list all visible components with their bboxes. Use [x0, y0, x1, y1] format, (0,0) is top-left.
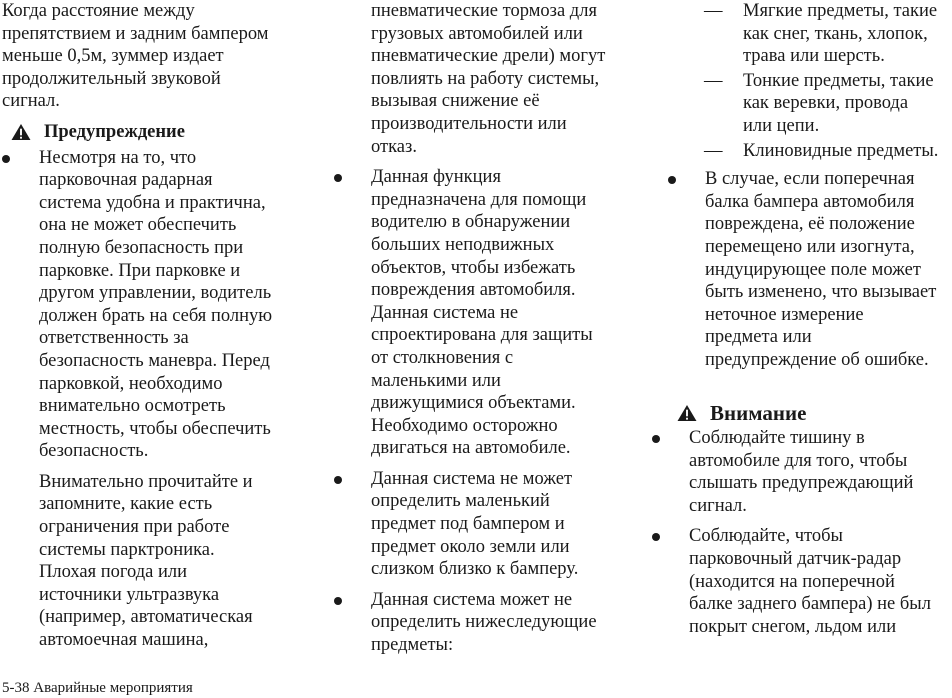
column-3 — [668, 0, 952, 646]
column-2 — [334, 0, 634, 665]
text-line: как снег, ткань, хлопок, — [743, 23, 928, 44]
text-line: или цепи. — [743, 115, 820, 136]
text-line: повреждения автомобиля. — [371, 280, 576, 301]
text-line: Мягкие предметы, такие — [743, 1, 938, 21]
bullet-dot-icon — [668, 176, 676, 184]
text-line: определить нижеследующие — [371, 612, 597, 633]
text-line: внимательно осмотреть — [39, 396, 226, 417]
text-line: Данная система может не — [371, 589, 573, 610]
text-line: продолжительный звуковой — [2, 68, 221, 89]
text-line: сигнал. — [2, 91, 60, 112]
text-line: от столкновения с — [371, 347, 514, 368]
text-line: Данная система не может — [371, 468, 573, 489]
text-line: трава или шерсть. — [743, 46, 885, 67]
text-line: грузовых автомобилей или — [371, 23, 583, 44]
text-line: Несмотря на то, что — [39, 147, 197, 168]
list-item — [334, 589, 634, 657]
text-line: парковочный датчик-радар — [689, 549, 902, 570]
text-line: источники ультразвука — [39, 584, 220, 605]
text-line: парковкой, необходимо — [39, 373, 223, 394]
dash-item-text — [743, 0, 952, 68]
bullet-dot-icon — [334, 174, 342, 182]
text-line: балка бампера автомобиля — [705, 191, 915, 212]
bullet-dot-icon — [652, 435, 660, 443]
text-line: больших неподвижных — [371, 234, 555, 255]
text-line: парковочная радарная — [39, 170, 213, 191]
dash-item-text — [743, 140, 952, 163]
warning-triangle-icon — [676, 404, 698, 422]
text-line: быть изменено, что вызывает — [705, 282, 937, 303]
text-line: неточное измерение — [705, 304, 864, 325]
list-item — [2, 147, 302, 463]
text-line: (находится на поперечной — [689, 571, 895, 592]
warning-list — [2, 147, 302, 463]
text-line: слышать предупреждающий — [689, 473, 914, 494]
warning-title: Предупреждение — [44, 121, 185, 142]
text-line: определить маленький — [371, 491, 550, 512]
warning-continuation — [2, 471, 302, 652]
limitations-list — [334, 166, 634, 656]
text-line: безопасность маневра. Перед — [39, 350, 270, 371]
list-item — [334, 468, 634, 581]
bullet-dot-icon — [334, 597, 342, 605]
text-line: предметы: — [371, 635, 454, 656]
text-line: другом управлении, водитель — [39, 283, 272, 304]
text-line: препятствием и задним бампером — [2, 23, 269, 44]
list-item-text — [689, 525, 952, 638]
text-line: производительности или — [371, 113, 567, 134]
dash-marker: — — [704, 70, 723, 91]
list-item-text — [371, 589, 634, 657]
text-line: Соблюдайте, чтобы — [689, 526, 843, 547]
list-item — [652, 525, 952, 638]
text-line: Клиновидные предметы. — [743, 140, 939, 161]
text-line: предмета или — [705, 327, 812, 348]
column-1 — [2, 0, 302, 652]
text-line: движущимися объектами. — [371, 393, 576, 414]
text-line: пневматические дрели) могут — [371, 46, 606, 67]
text-line: предупреждение об ошибке. — [705, 349, 929, 370]
text-line: ограничения при работе — [39, 517, 230, 538]
page-number: 5-38 — [2, 680, 30, 696]
text-line: предмет под бампером и — [371, 514, 565, 535]
text-line: двигаться на автомобиле. — [371, 438, 571, 459]
text-line: пневматические тормоза для — [371, 1, 597, 21]
text-line: ответственность за — [39, 328, 189, 349]
text-line: Когда расстояние между — [2, 1, 195, 21]
text-line: безопасность. — [39, 441, 149, 462]
text-line: объектов, чтобы избежать — [371, 257, 576, 278]
text-line: Соблюдайте тишину в — [689, 428, 865, 449]
bullet-dot-icon — [2, 155, 10, 163]
text-line: индуцирующее поле может — [705, 259, 921, 280]
text-line: местность, чтобы обеспечить — [39, 418, 271, 439]
text-line: система удобна и практична, — [39, 192, 266, 213]
text-line: как веревки, провода — [743, 93, 909, 114]
text-line: Плохая погода или — [39, 562, 188, 583]
text-line: Данная функция — [371, 167, 501, 188]
text-line: маленькими или — [371, 370, 501, 391]
undetectable-objects-list — [668, 0, 952, 162]
list-item-text — [371, 468, 634, 581]
text-line: перемещено или изогнута, — [705, 236, 915, 257]
text-line: Данная система не — [371, 302, 519, 323]
text-line: спроектирована для защиты — [371, 325, 593, 346]
list-item-text — [689, 427, 952, 517]
text-line: она не может обеспечить — [39, 215, 237, 236]
text-line: системы парктроника. — [39, 539, 215, 560]
section-name: Аварийные мероприятия — [33, 680, 193, 696]
text-line: меньше 0,5м, зуммер издает — [2, 46, 224, 67]
text-line: водителю в обнаружении — [371, 212, 571, 233]
dash-list-item — [668, 70, 952, 138]
dash-list-item — [668, 140, 952, 163]
page-footer — [2, 679, 193, 697]
caution-list — [652, 427, 952, 638]
list-item-text — [371, 166, 634, 460]
dash-list-item — [668, 0, 952, 68]
warning-heading — [2, 121, 302, 144]
warning-triangle-icon — [10, 123, 32, 141]
text-line: автомобиле для того, чтобы — [689, 450, 908, 471]
text-line: полную безопасность при — [39, 237, 244, 258]
text-line: должен брать на себя полную — [39, 305, 273, 326]
list-item — [668, 168, 952, 371]
caution-title: Внимание — [710, 400, 807, 425]
text-line: предназначена для помощи — [371, 189, 587, 210]
intro-paragraph — [2, 0, 302, 113]
dash-item-text — [743, 70, 952, 138]
text-line: вызывая снижение её — [371, 91, 540, 112]
text-line: отказ. — [371, 136, 417, 157]
text-line: Необходимо осторожно — [371, 415, 558, 436]
text-line: балке заднего бампера) не был — [689, 594, 931, 615]
list-item-text — [39, 147, 302, 463]
list-item — [334, 166, 634, 460]
text-line: покрыт снегом, льдом или — [689, 616, 897, 637]
text-line: (например, автоматическая — [39, 607, 253, 628]
dash-marker: — — [704, 140, 723, 161]
list-item-text — [705, 168, 952, 371]
text-line: повлиять на работу системы, — [371, 68, 600, 89]
text-line: Тонкие предметы, такие — [743, 70, 934, 91]
dash-marker: — — [704, 1, 723, 21]
bullet-dot-icon — [334, 476, 342, 484]
text-line: парковке. При парковке и — [39, 260, 241, 281]
text-line: сигнал. — [689, 495, 747, 516]
bullet-dot-icon — [652, 533, 660, 541]
continued-paragraph — [334, 0, 634, 158]
text-line: запомните, какие есть — [39, 494, 213, 515]
bumper-damage-list — [668, 168, 952, 371]
text-line: В случае, если поперечная — [705, 169, 915, 190]
text-line: повреждена, её положение — [705, 214, 915, 235]
text-line: слизком близко к бамперу. — [371, 559, 579, 580]
text-line: Внимательно прочитайте и — [39, 471, 253, 492]
list-item — [652, 427, 952, 517]
caution-heading — [668, 402, 952, 425]
text-line: автомоечная машина, — [39, 630, 209, 651]
text-line: предмет около земли или — [371, 536, 570, 557]
